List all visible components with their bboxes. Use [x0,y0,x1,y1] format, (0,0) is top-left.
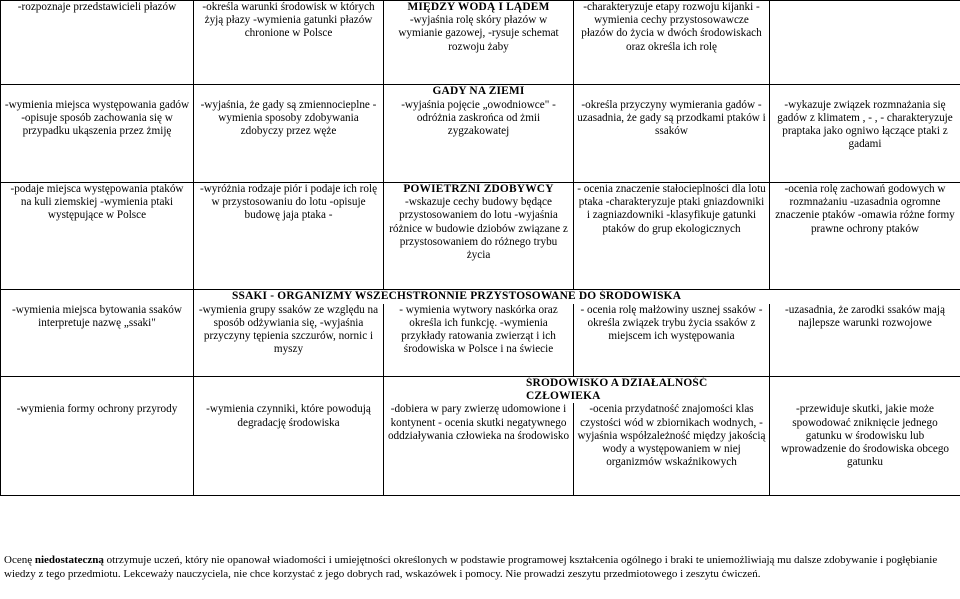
reptiles-col1: -wymienia miejsca występowania gadów -opisuje sposób zachowania się w przypadku ukąszenia przez żmiję [1,99,194,183]
amphibians-col1: -rozpoznaje przedstawicieli płazów [1,1,194,85]
reptiles-section-header: GADY NA ZIEMI [384,85,574,99]
birds-section-header: POWIETRZNI ZDOBYWCY [403,183,554,195]
amphibians-section-header: MIĘDZY WODĄ I LĄDEM [407,1,550,13]
mammals-col3: - wymienia wytwory naskórka oraz określa ich funkcję. -wymienia przykłady ratowania zwierząt i ich środowiska w Polsce i na świecie [384,304,574,377]
environment-col1: -wymienia formy ochrony przyrody [1,403,194,495]
birds-col4: - ocenia znaczenie stałocieplności dla lotu ptaka -charakteryzuje ptaki gniazdowniki i zagniazdowniki -klasyfikuje gatunki ptaków do grup ekologicznych [574,183,770,290]
amphibians-col3-text: -wyjaśnia rolę skóry płazów w wymianie gazowej, -rysuje schemat rozwoju żaby [398,14,559,53]
environment-section-header: ŚRODOWISKO A DZIAŁALNOŚĆ CZŁOWIEKA [384,377,770,404]
birds-col3 [384,183,574,290]
environment-col2: -wymienia czynniki, które powodują degradację środowiska [194,403,384,495]
amphibians-col4: -charakteryzuje etapy rozwoju kijanki -wymienia cechy przystosowawcze płazów do życia w dwóch środowiskach oraz określa ich rolę [574,1,770,85]
note-text: otrzymuje uczeń, który nie opanował wiadomości i umiejętności określonych w podstawie programowej kształcenia ogólnego i braki te uniemożliwiają mu dalsze zdobywanie i pogłębianie wiedzy z tego przedmiotu. Lekceważy nauczyciela, nie chce korzystać z jego dobrych rad, wskazówek i pomocy. Nie prowadzi zeszytu przedmiotowego i zeszytu ćwiczeń. [4,554,938,580]
reptiles-col5: -wykazuje związek rozmnażania się gadów z klimatem , - , - charakteryzuje praptaka jako ogniwo łączące ptaki z gadami [770,99,960,183]
mammals-section-header: SSAKI - ORGANIZMY WSZECHSTRONNIE PRZYSTOSOWANE DO ŚRODOWISKA [194,290,960,304]
environment-col4: -ocenia przydatność znajomości klas czystości wód w zbiornikach wodnych, -wyjaśnia współzależność między jakością wody a występowaniem w niej organizmów wskaźnikowych [574,403,770,495]
reptiles-col4: -określa przyczyny wymierania gadów -uzasadnia, że gady są przodkami ptaków i ssaków [574,99,770,183]
birds-col3-text: -wskazuje cechy budowy będące przystosowaniem do lotu -wyjaśnia różnice w budowie dziobów związane z przystosowaniem do różnego trybu życia [389,196,568,262]
mammals-col2: -wymienia grupy ssaków ze względu na sposób odżywiania się, -wyjaśnia przyczyny tępienia szczurów, nornic i myszy [194,304,384,377]
birds-col5: -ocenia rolę zachowań godowych w rozmnażaniu -uzasadnia ogromne znaczenie ptaków -omawia różne formy prawne ochrony ptaków [770,183,960,290]
environment-col3: -dobiera w pary zwierzę udomowione i kontynent - ocenia skutki negatywnego oddziaływania człowieka na środowisko [384,403,574,495]
amphibians-col3 [384,1,574,85]
birds-col2: -wyróżnia rodzaje piór i podaje ich rolę w przystosowaniu do lotu -opisuje budowę jaja ptaka - [194,183,384,290]
reptiles-col2: -wyjaśnia, że gady są zmiennocieplne -wymienia sposoby zdobywania zdobyczy przez węże [194,99,384,183]
birds-col1: -podaje miejsca występowania ptaków na kuli ziemskiej -wymienia ptaki występujące w Polsce [1,183,194,290]
environment-col5: -przewiduje skutki, jakie może spowodować zniknięcie jednego gatunku w środowisku lub wprowadzenie do środowiska obcego gatunku [770,403,960,495]
reptiles-col3: -wyjaśnia pojęcie „owodniowce" - odróżnia zaskrońca od żmii zygzakowatej [384,99,574,183]
note-grade-word: niedostateczną [34,554,104,566]
amphibians-col5 [770,1,960,85]
note-prefix: Ocenę [4,554,35,566]
amphibians-col2: -określa warunki środowisk w których żyją płazy -wymienia gatunki płazów chronione w Polsce [194,1,384,85]
mammals-col5: -uzasadnia, że zarodki ssaków mają najlepsze warunki rozwojowe [770,304,960,377]
failing-grade-note [4,553,954,581]
mammals-col4: - ocenia rolę małżowiny usznej ssaków -określa związek trybu życia ssaków z miejscem ich występowania [574,304,770,377]
mammals-col1: -wymienia miejsca bytowania ssaków interpretuje nazwę „ssaki" [1,304,194,377]
